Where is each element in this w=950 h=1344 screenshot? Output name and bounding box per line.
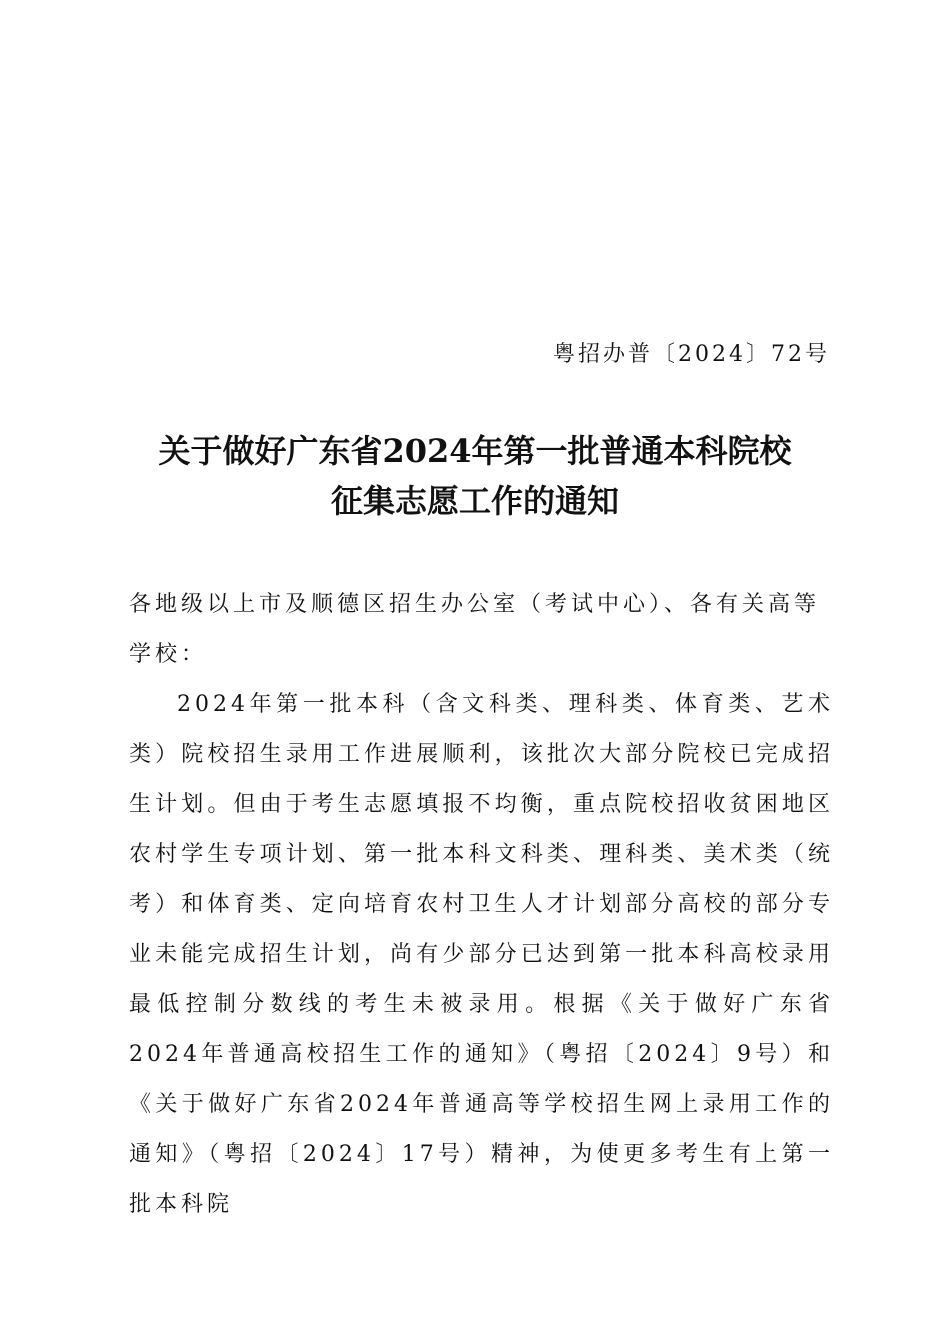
document-title-line-2: 征集志愿工作的通知: [330, 482, 619, 520]
addressee: 各地级以上市及顺德区招生办公室（考试中心）、各有关高等学校：: [129, 592, 821, 667]
body-paragraph: 2024年第一批本科（含文科类、理科类、体育类、艺术类）院校招生录用工作进展顺利，该批次大部分院校已完成招生计划。但由于考生志愿填报不均衡，重点院校招收贫困地区农村学生专项计划、第一批本科文科类、理科类、美术类（统考）和体育类、定向培育农村卫生人才计划部分高校的部分专业未能完成招生计划，尚有少部分已达到第一批本科高校录用最低控制分数线的考生未被录用。根据《关于做好广东省2024年普通高校招生工作的通知》（粤招〔2024〕9号）和《关于做好广东省2024年普通高等学校招生网上录用工作的通知》（粤招〔2024〕17号）精神，为使更多考生有上第一批本科院: [129, 692, 834, 1217]
document-title-line-1: 关于做好广东省2024年第一批普通本科院校: [158, 432, 792, 470]
document-number: 粤招办普〔2024〕72号: [553, 342, 830, 367]
